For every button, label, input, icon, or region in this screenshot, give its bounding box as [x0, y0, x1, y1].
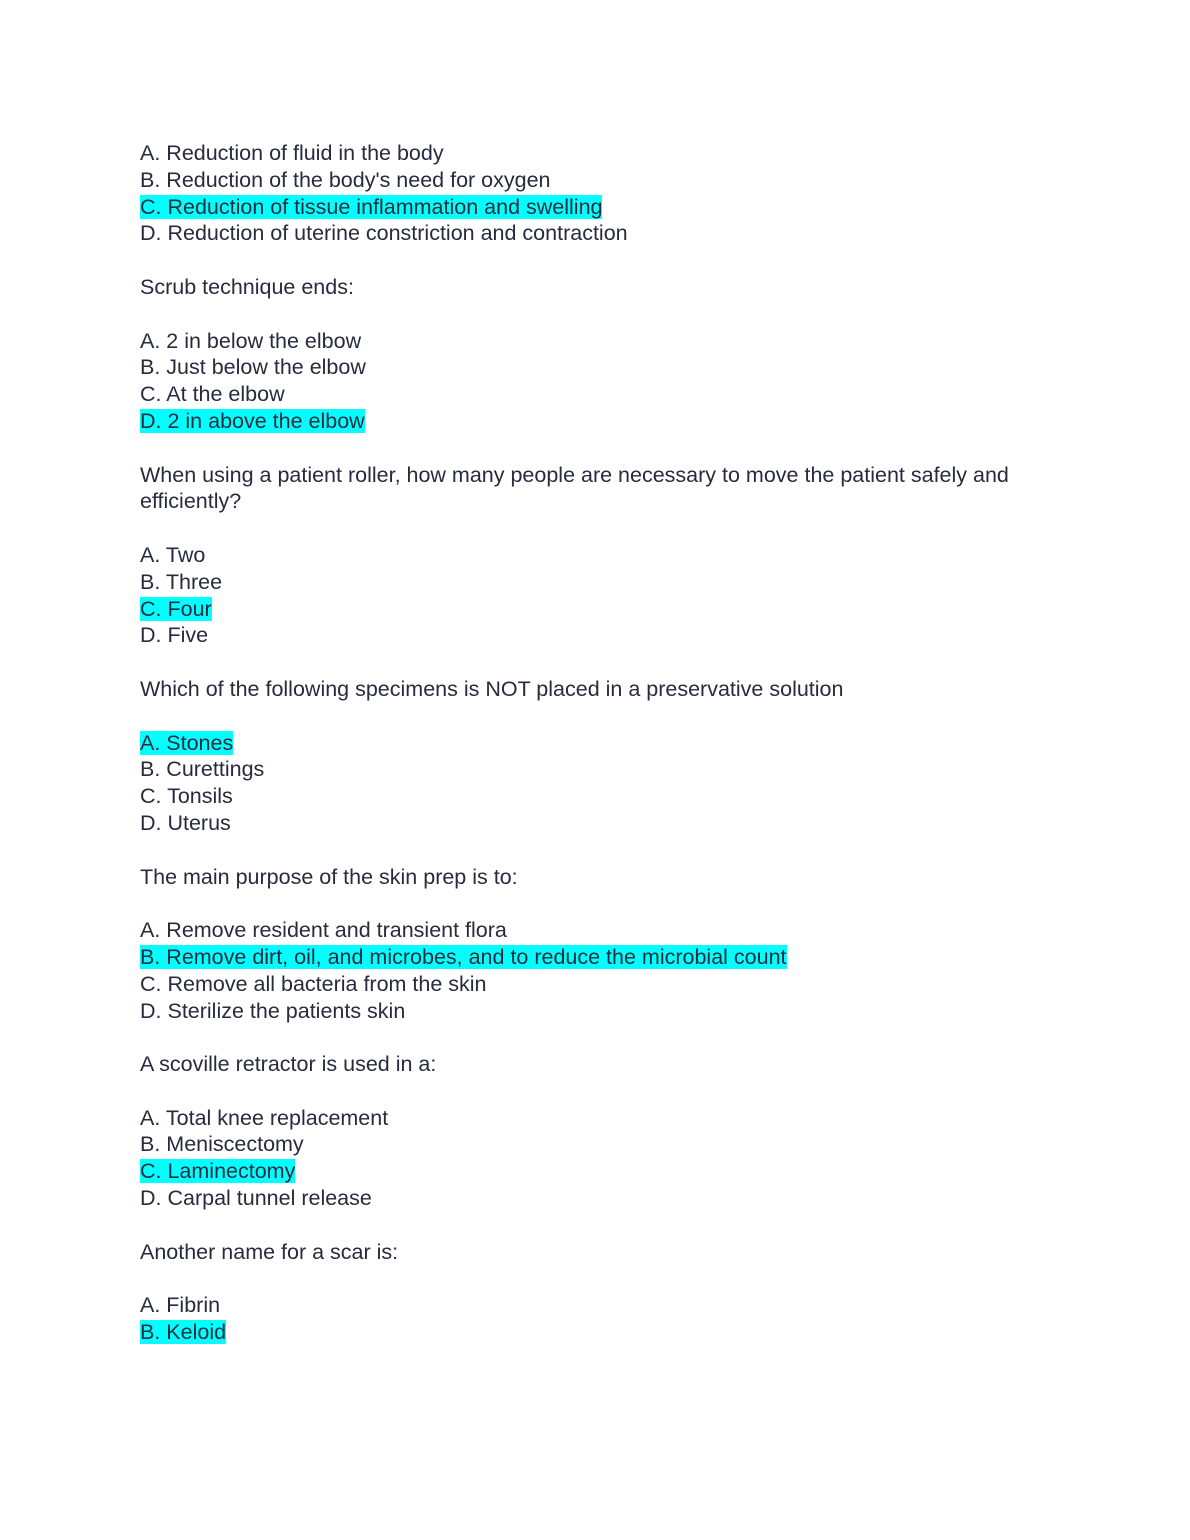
answer-option	[140, 1185, 1060, 1212]
question-block	[140, 462, 1060, 516]
answer-text: C. Remove all bacteria from the skin	[140, 971, 487, 996]
question-block	[140, 1051, 1060, 1078]
answer-option	[140, 998, 1060, 1025]
answer-option	[140, 328, 1060, 355]
answer-text: B. Reduction of the body's need for oxygen	[140, 167, 551, 192]
answer-option	[140, 194, 1060, 221]
answer-option	[140, 354, 1060, 381]
highlighted-answer-text: C. Four	[140, 596, 212, 621]
answer-option	[140, 381, 1060, 408]
highlighted-answer-text: D. 2 in above the elbow	[140, 408, 365, 433]
quiz-content	[140, 140, 1060, 1373]
highlighted-answer-text: B. Keloid	[140, 1320, 227, 1345]
answer-option	[140, 730, 1060, 757]
answer-option	[140, 1105, 1060, 1132]
question-text: Scrub technique ends:	[140, 274, 354, 299]
answer-text: D. Sterilize the patients skin	[140, 998, 406, 1023]
highlighted-answer-text: A. Stones	[140, 730, 234, 755]
answer-text: A. Two	[140, 542, 206, 567]
answer-option	[140, 140, 1060, 167]
answer-text: B. Curettings	[140, 757, 265, 782]
question-text: Which of the following specimens is NOT placed in a preservative solution	[140, 676, 844, 701]
answer-options	[140, 542, 1060, 649]
answer-option	[140, 408, 1060, 435]
answer-option	[140, 167, 1060, 194]
answer-option	[140, 971, 1060, 998]
answer-text: A. Remove resident and transient flora	[140, 918, 507, 943]
answer-text: C. Tonsils	[140, 784, 233, 809]
answer-text: D. Uterus	[140, 810, 231, 835]
answer-text: B. Meniscectomy	[140, 1132, 304, 1157]
answer-text: A. Total knee replacement	[140, 1105, 389, 1130]
answer-text: D. Five	[140, 623, 209, 648]
answer-option	[140, 1319, 1060, 1346]
answer-option	[140, 810, 1060, 837]
answer-option	[140, 917, 1060, 944]
answer-option	[140, 756, 1060, 783]
answer-text: B. Just below the elbow	[140, 355, 366, 380]
question-text: Another name for a scar is:	[140, 1239, 399, 1264]
answer-option	[140, 622, 1060, 649]
question-block	[140, 274, 1060, 301]
highlighted-answer-text: B. Remove dirt, oil, and microbes, and to reduce the microbial count	[140, 944, 787, 969]
answer-options	[140, 328, 1060, 435]
answer-text: B. Three	[140, 569, 223, 594]
answer-text: C. At the elbow	[140, 382, 285, 407]
answer-options	[140, 140, 1060, 247]
answer-text: D. Reduction of uterine constriction and contraction	[140, 221, 628, 246]
question-block	[140, 1239, 1060, 1266]
answer-option	[140, 596, 1060, 623]
answer-text: A. 2 in below the elbow	[140, 328, 362, 353]
answer-option	[140, 944, 1060, 971]
answer-options	[140, 1105, 1060, 1212]
answer-options	[140, 1292, 1060, 1346]
answer-option	[140, 1158, 1060, 1185]
question-block	[140, 864, 1060, 891]
answer-option	[140, 1292, 1060, 1319]
answer-text: A. Reduction of fluid in the body	[140, 141, 444, 165]
answer-option	[140, 783, 1060, 810]
answer-options	[140, 730, 1060, 837]
answer-option	[140, 542, 1060, 569]
answer-option	[140, 1131, 1060, 1158]
highlighted-answer-text: C. Reduction of tissue inflammation and swelling	[140, 194, 603, 219]
answer-option	[140, 569, 1060, 596]
answer-options	[140, 917, 1060, 1024]
question-text: A scoville retractor is used in a:	[140, 1052, 437, 1077]
answer-text: A. Fibrin	[140, 1293, 221, 1318]
question-text: When using a patient roller, how many people are necessary to move the patient safely and efficiently?	[140, 462, 1009, 514]
answer-option	[140, 220, 1060, 247]
question-text: The main purpose of the skin prep is to:	[140, 864, 518, 889]
question-block	[140, 676, 1060, 703]
highlighted-answer-text: C. Laminectomy	[140, 1159, 296, 1184]
answer-text: D. Carpal tunnel release	[140, 1186, 372, 1211]
